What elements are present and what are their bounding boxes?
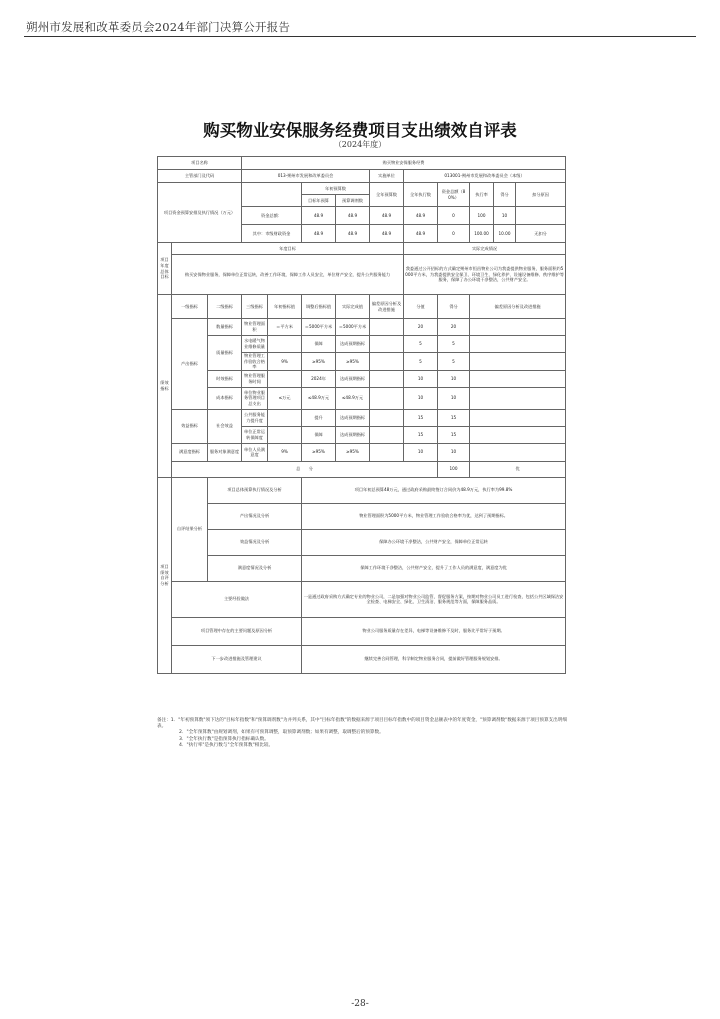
table-row: 单位正常运转保障度 保障 达成预期指标 15 15 [158, 426, 566, 443]
footnotes [157, 718, 567, 749]
table-row: 主要经验做法 一是通过政府采购方式确定专业的物业公司，二是加强对物业公司监管，督促服务方案，按期对物业公司员工进行检查，包括公共区域保洁安全检查、电梯安全、绿化、卫生清洁、服务规范等方面，保障服务品质。 [158, 581, 566, 617]
table-row: 效益情况及分析 保障办公环境干净整洁，公共财产安全，保障单位正常运转 [158, 529, 566, 555]
year-init-budget-header: 年初预算数 [302, 183, 370, 195]
report-subtitle: （2024年度） [333, 140, 387, 149]
dept-value: 013-朔州市发展和改革委员会 [242, 170, 370, 183]
footnote-2: 2．"全年预算数"由规划调剂，如果有可预算调整，取预算调剂数；如果有调整，取调整后的预算数。 [179, 730, 384, 736]
exec-rate-header: 执行率 [470, 183, 494, 207]
table-row: 项目绩效自评分析 自评结果分析 项目总体预算执行情况及分析 项目年初总预算48万元，通过政府采购最终签订合同价为48.9万元，执行率为99.8% [158, 477, 566, 503]
footnote-3: 3．"全年执行数"是指预算执行指标确认数。 [179, 736, 269, 742]
deduct-reason-header: 扣分原因 [516, 183, 566, 207]
report-title: 购买物业安保服务经费项目支出绩效自评表 [203, 121, 517, 140]
table-row: 成本指标 单位物业服务管理项目总支出 ≤万元 ≤48.9万元 ≤48.9万元 10 10 [158, 387, 566, 409]
page-header [24, 16, 696, 37]
table-row: 资金总额： 48.9 48.9 48.9 48.9 0 100 10 [158, 207, 566, 225]
actual-head: 实际完成情况 [404, 243, 566, 255]
page-number: -28- [351, 999, 369, 1009]
lvl1-output: 产出指标 [172, 319, 208, 410]
footnote-1: 备注：1．"年初预算数"须下达的"目标年指数"和"预算调剂数"为并列关系，其中"目标年指数"的数据来源于项目目标年指数中的项目资金总额表中的年度资金，"预算调剂数"数据来源于项目预算支出明细表。 [157, 718, 567, 730]
performance-table [157, 156, 566, 674]
header-text: 朔州市发展和改革委员会2024年部门决算公开报告 [26, 20, 291, 34]
fund-sum-header: 资金总额（80%） [438, 183, 470, 207]
table-row: 满意度指标 服务对象满意度 单位人员满意度 9% ≥95% ≥95% 10 10 [158, 443, 566, 461]
table-row: 产出情况及分析 物业管理面积为5000平方米，物业管理工作验收合格率为优，达到了预期指标。 [158, 503, 566, 529]
full-year-budget-header: 全年预算数 [370, 183, 404, 207]
total-grade: 优 [470, 461, 566, 477]
table-row: 时效指标 物业管理服务时间 2024年 达成预期指标 10 10 [158, 370, 566, 387]
table-row: 下一步改进措施及管理建议 继续完善合同管理，科学制定物业服务合同，提前做好管理服务规划安排。 [158, 645, 566, 673]
init-budget-header: 目标年预算 [302, 195, 336, 207]
total-score: 100 [438, 461, 470, 477]
dept-label: 主管部门及代码 [158, 170, 242, 183]
fund-label: 项目资金预算安排及执行情况（万元） [158, 183, 242, 243]
total-label: 总 分 [172, 461, 438, 477]
goal-head: 年度目标 [172, 243, 404, 255]
eval-sub-label: 自评结果分析 [172, 477, 208, 581]
impl-label: 实施单位 [370, 170, 404, 183]
goal-text: 购买安保物业服务，保障单位正常运转，改善工作环境，保障工作人员安全，单位财产安全，提升公共服务能力 [172, 255, 404, 295]
lvl1-satisfy: 满意度指标 [172, 443, 208, 461]
eval-label: 项目绩效自评分析 [158, 477, 172, 673]
table-row [158, 243, 566, 255]
project-name-label: 项目名称 [158, 157, 242, 170]
lvl1-effect: 效益指标 [172, 409, 208, 443]
table-row: 物业管理工作验收合格率 9% ≥95% ≥95% 5 5 [158, 353, 566, 371]
table-row: 产出指标 数量指标 物业管理面积 ＝平方米 ＝5000平方米 ＝5000平方米 20 20 [158, 319, 566, 336]
table-row: 效益指标 社会效益 公共服务能力提升度 提升 达成预期指标 15 15 [158, 409, 566, 426]
table-row: 项目管理中存在的主要问题及原因分析 物业公司服务质量存在差异，电梯等设备维修不及时，服务比平常好于预期。 [158, 617, 566, 645]
table-row [158, 461, 566, 477]
goal-label: 项目年度总体目标 [158, 243, 172, 295]
table-row: 其中：市级财政资金 48.9 48.9 48.9 48.9 0 100.00 10.00 无扣分 [158, 225, 566, 243]
actual-text: 我委通过公开招标的方式确定朔州市恒昌物业公司为我委提供物业服务，服务面积约5000平方米，为我委提供安全保卫、环境卫生、绿化养护、设施设备维修、秩序维护等服务，保障了办公环境干净整洁，公共财产安全。 [404, 255, 566, 295]
footnote-4: 4．"执行率"是执行数与"全年预算数"相比较。 [179, 742, 274, 748]
score-header: 得分 [494, 183, 516, 207]
perf-label: 绩效指标 [158, 295, 172, 478]
impl-value: 013001-朔州市发展和改革委员会（本级） [404, 170, 566, 183]
table-row [158, 157, 566, 170]
table-row [158, 170, 566, 183]
table-row [158, 255, 566, 295]
table-row: 满意度情况及分析 保障工作环境干净整洁，公共财产安全，提升了工作人员的满意度，满意度为优 [158, 555, 566, 581]
table-row [158, 183, 566, 195]
adjusted-budget-header: 预算调剂数 [336, 195, 370, 207]
table-row: 绩效指标 一级指标 二级指标 三级指标 年初指标值 调整后指标值 实际完成值 偏差原因分析及改进措施 分值 得分 偏差原因分析及改进措施 [158, 295, 566, 319]
table-row: 质量指标 水电暖气物业维修质量 保障 达成预期指标 5 5 [158, 336, 566, 353]
project-name-value: 购买物业安保服务经费 [242, 157, 566, 170]
full-year-exec-header: 全年执行数 [404, 183, 438, 207]
